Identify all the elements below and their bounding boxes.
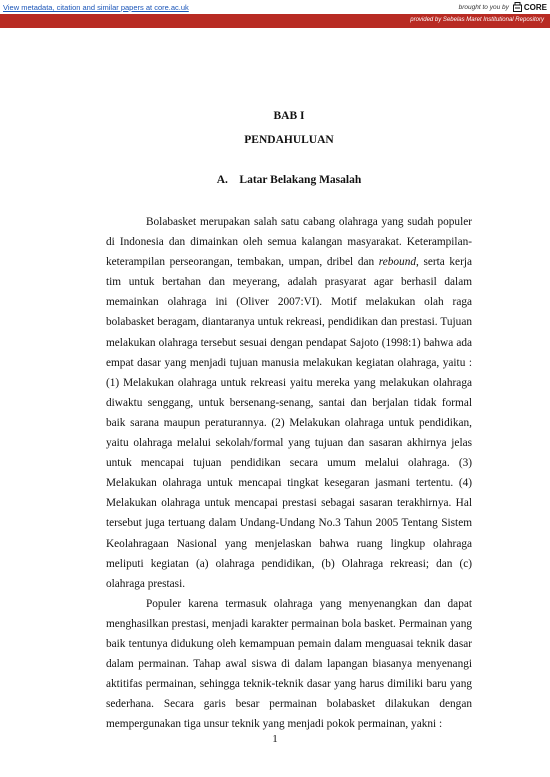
core-branding[interactable] [459,2,547,12]
paragraph-1-text-b: , serta kerja tim untuk bertahan dan meyerang, adalah prasyarat agar berhasil dalam memainkan olahraga ini (Oliver 2007:VI). Motif melakukan olah raga bolabasket beragam, diantaranya untuk rekreasi, pendidikan dan prestasi. Tujuan melakukan olahraga tersebut sesuai dengan pendapat Sajoto (1998:1) bahwa ada empat dasar yang menjadi tujuan manusia melakukan kegiatan olahraga, yaitu : (1) Melakukan olahraga untuk rekreasi yaitu mereka yang melakukan olahraga diwaktu senggang, untuk bersenang-senang, santai dan berjalan tidak formal baik sarana maupun peraturannya. (2) Melakukan olahraga untuk pendidikan, yaitu olahraga melalui sekolah/formal yang tujuan dan sasaran akhirnya jelas untuk mencapai tujuan pendidikan secara umum melalui olahraga. (3) Melakukan olahraga untuk mencapai tingkat kesegaran jasmani tertentu. (4) Melakukan olahraga untuk mencapai prestasi sebagai sasaran terakhirnya. Hal tersebut juga tertuang dalam Undang-Undang No.3 Tahun 2005 Tentang Sistem Keolahragaan Nasional yang menjelaskan bahwa ruang lingkup olahraga meliputi kegiatan (a) olahraga pendidikan, (b) Olahraga rekreasi; dan (c) olahraga prestasi. [106,256,472,590]
page-number: 1 [272,733,278,745]
brought-by-text: brought to you by [458,3,509,11]
core-metadata-link[interactable] [3,3,189,12]
provided-by-text[interactable]: provided by Sebelas Maret Institutional Repository [410,17,544,23]
core-logo-text: CORE [523,2,547,12]
section-title: A. Latar Belakang Masalah [216,174,362,186]
top-banner [0,0,550,14]
core-metadata-link-text[interactable]: View metadata, citation and similar papers at core.ac.uk [3,3,189,12]
chapter-title: PENDAHULUAN [244,134,334,146]
chapter-label: BAB I [273,110,305,122]
page-content [106,109,472,734]
paragraph-1 [106,212,472,594]
paragraph-1-italic-term: rebound [378,256,416,269]
core-logo[interactable] [513,2,547,12]
paragraph-2: Populer karena termasuk olahraga yang menyenangkan dan dapat menghasilkan prestasi, menjadi karakter permainan bola basket. Permainan yang baik tentunya didukung oleh kemampuan pemain dalam menguasai teknik dasar dalam permainan. Tahap awal siswa di dalam lapangan biasanya menyenangi aktitifas permainan, sehingga teknik-teknik dasar yang harus dimiliki baru yang sederhana. Secara garis besar permainan bolabasket dilakukan dengan mempergunakan tiga unsur teknik yang menjadi pokok permainan, yakni : [106,597,472,731]
paragraph-1-text-a: Bolabasket merupakan salah satu cabang olahraga yang sudah populer di Indonesia dan dimainkan oleh semua kalangan masyarakat. Keterampilan-keterampilan perseorangan, tembakan, umpan, dribel dan [106,216,472,269]
repository-banner [0,14,550,28]
core-logo-icon [513,2,522,12]
